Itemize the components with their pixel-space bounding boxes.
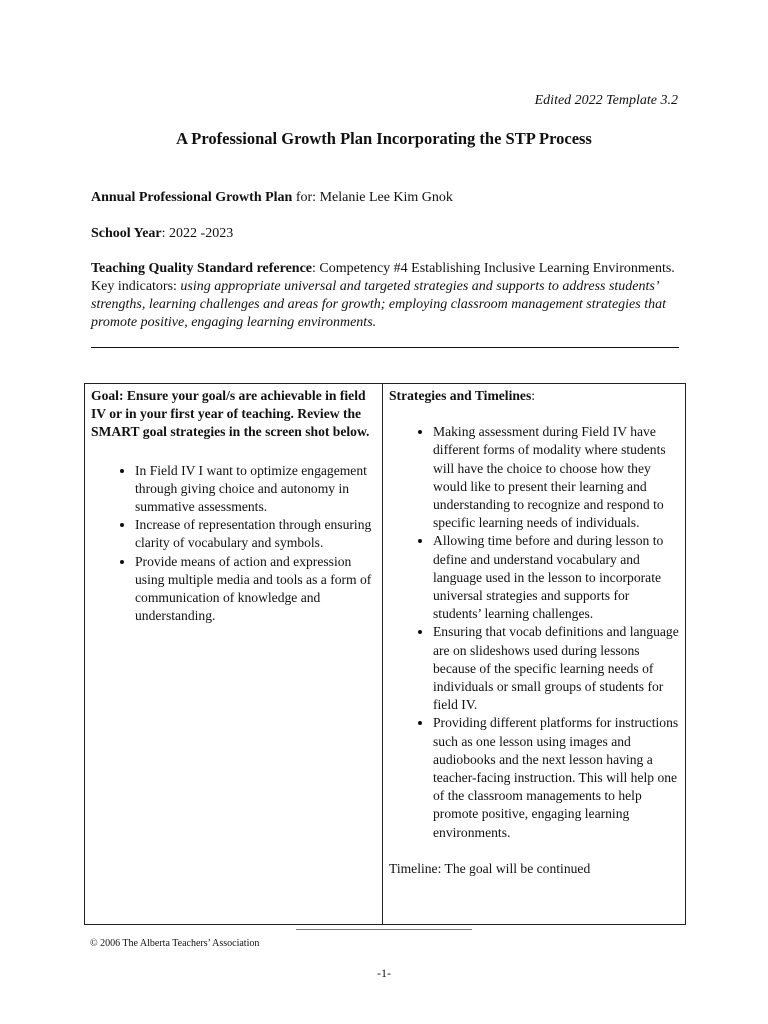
template-label: Edited 2022 Template 3.2 [534, 93, 678, 108]
goal-item: • In Field IV I want to optimize engagement through giving choice and autonomy in summative assessments. [135, 462, 377, 517]
plan-for-line [91, 189, 453, 207]
teaching-quality-standard [91, 260, 681, 332]
divider-rule [91, 347, 679, 348]
strategies-cell [383, 384, 686, 925]
page-number: -1- [377, 966, 391, 980]
goal-heading: Goal: Ensure your goal/s are achievable in field IV or in your first year of teaching. Review the SMART goal strategies in the screen shot below. [91, 388, 370, 440]
plan-for-value: for: Melanie Lee Kim Gnok [292, 190, 453, 205]
timeline-text: Timeline: The goal will be continued [389, 860, 591, 876]
plan-label: Annual Professional Growth Plan [91, 190, 293, 205]
school-year-label: School Year [91, 226, 162, 241]
goal-cell [85, 384, 383, 925]
tqs-value: : Competency #4 Establishing Inclusive Learning Environments. Key indicators: [91, 261, 675, 294]
tqs-label: Teaching Quality Standard reference [91, 261, 313, 276]
tqs-indicators: using appropriate universal and targeted strategies and supports to address students’ strengths, learning challenges and areas for growth; employing classroom management strategies that promote positive, engaging learning environments. [91, 279, 666, 330]
footer-rule [296, 929, 472, 930]
goal-list [91, 462, 377, 626]
strategies-colon: : [531, 388, 536, 403]
page-title: A Professional Growth Plan Incorporating the STP Process [176, 129, 592, 148]
goal-item: • Provide means of action and expression using multiple media and tools as a form of communication of knowledge and understanding. [135, 553, 377, 626]
school-year-line [91, 225, 233, 243]
strategy-item: • Ensuring that vocab definitions and language are on slideshows used during lessons because of the specific learning needs of individuals or small groups of students for field IV. [433, 623, 680, 714]
strategy-item: • Providing different platforms for instructions such as one lesson using images and audiobooks and the next lesson having a teacher-facing instruction. This will help one of the classroom managements to help promote positive, engaging learning environments. [433, 714, 680, 841]
school-year-value: : 2022 -2023 [161, 226, 234, 241]
plan-table [84, 383, 686, 925]
strategy-item: • Making assessment during Field IV have different forms of modality where students will have the choice to choose how they would like to present their learning and understanding to recognize and respond to specific learning needs of individuals. [433, 423, 680, 532]
copyright-notice: © 2006 The Alberta Teachers’ Association [90, 938, 260, 949]
strategies-heading-line [389, 387, 680, 405]
strategies-list [389, 423, 680, 842]
goal-item: • Increase of representation through ensuring clarity of vocabulary and symbols. [135, 516, 377, 552]
strategies-heading: Strategies and Timelines [389, 388, 532, 403]
strategy-item: • Allowing time before and during lesson to define and understand vocabulary and language used in the lesson to incorporate universal strategies and supports for students’ learning challenges. [433, 532, 680, 623]
